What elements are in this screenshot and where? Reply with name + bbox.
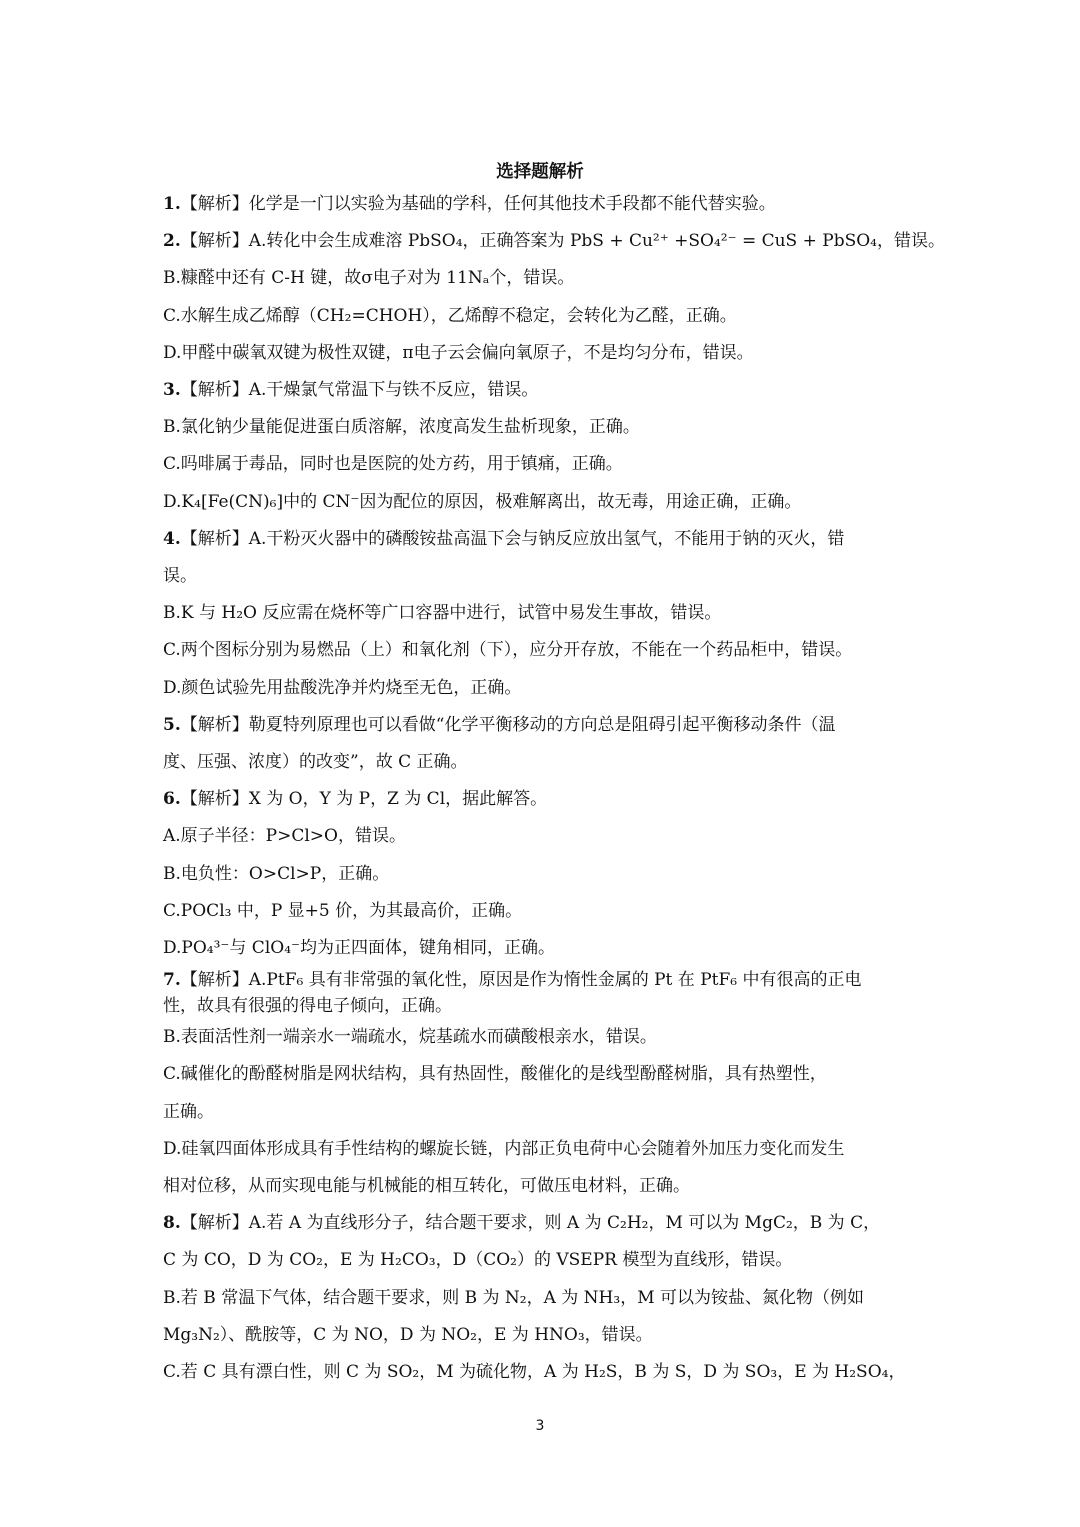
text-line: 6.【解析】X 为 O，Y 为 P，Z 为 Cl，据此解答。 <box>163 789 548 810</box>
text-line: B.若 B 常温下气体，结合题干要求，则 B 为 N₂，A 为 NH₃，M 可以为铵盐、氮化物（例如 <box>163 1287 864 1308</box>
text-line: D.PO₄³⁻与 ClO₄⁻均为正四面体，键角相同，正确。 <box>163 938 555 959</box>
text-line: B.糠醛中还有 C-H 键，故σ电子对为 11Nₐ个，错误。 <box>163 268 575 289</box>
text-line: C.POCl₃ 中，P 显+5 价，为其最高价，正确。 <box>163 900 523 921</box>
text-line: Mg₃N₂）、酰胺等，C 为 NO，D 为 NO₂，E 为 HNO₃，错误。 <box>163 1324 653 1345</box>
text-line: 误。 <box>163 566 197 587</box>
text-line: 正确。 <box>163 1101 214 1122</box>
text-line: 4.【解析】A.干粉灭火器中的磷酸铵盐高温下会与钠反应放出氢气，不能用于钠的灭火，错 <box>163 528 845 549</box>
text-line: C.两个图标分别为易燃品（上）和氧化剂（下），应分开存放，不能在一个药品柜中，错误。 <box>163 640 853 661</box>
text-line: D.硅氧四面体形成具有手性结构的螺旋长链，内部正负电荷中心会随着外加压力变化而发生 <box>163 1138 845 1159</box>
text-line: C.碱催化的酚醛树脂是网状结构，具有热固性，酸催化的是线型酚醛树脂，具有热塑性， <box>163 1064 827 1085</box>
answer-body <box>163 186 945 1391</box>
text-line: 1.【解析】化学是一门以实验为基础的学科，任何其他技术手段都不能代替实验。 <box>163 194 776 214</box>
text-line: C.吗啡属于毒品，同时也是医院的处方药，用于镇痛，正确。 <box>163 454 623 475</box>
text-line: D.K₄[Fe(CN)₆]中的 CN⁻因为配位的原因，极难解离出，故无毒，用途正确，正确。 <box>163 491 802 512</box>
text-line: D.颜色试验先用盐酸洗净并灼烧至无色，正确。 <box>163 677 522 698</box>
text-line: B.K 与 H₂O 反应需在烧杯等广口容器中进行，试管中易发生事故，错误。 <box>163 603 722 624</box>
text-line: 5.【解析】勒夏特列原理也可以看做“化学平衡移动的方向总是阻碍引起平衡移动条件（温 <box>163 714 836 735</box>
text-line: B.表面活性剂一端亲水一端疏水，烷基疏水而磺酸根亲水，错误。 <box>163 1027 657 1048</box>
text-line: D.甲醛中碳氧双键为极性双键，π电子云会偏向氧原子，不是均匀分布，错误。 <box>163 342 754 363</box>
text-line: 8.【解析】A.若 A 为直线形分子，结合题干要求，则 A 为 C₂H₂，M 可以为 MgC₂，B 为 C， <box>163 1213 881 1234</box>
text-line: B.氯化钠少量能促进蛋白质溶解，浓度高发生盐析现象，正确。 <box>163 417 640 438</box>
text-line: C.水解生成乙烯醇（CH₂=CHOH），乙烯醇不稳定，会转化为乙醛，正确。 <box>163 305 737 326</box>
text-line: C.若 C 具有漂白性，则 C 为 SO₂，M 为硫化物，A 为 H₂S，B 为 S，D 为 SO₃，E 为 H₂SO₄， <box>163 1362 906 1383</box>
page-title: 选择题解析 <box>496 162 584 182</box>
text-line: A.原子半径：P>Cl>O，错误。 <box>163 826 406 847</box>
text-line: 度、压强、浓度）的改变”，故 C 正确。 <box>163 752 468 773</box>
text-line: 2.【解析】A.转化中会生成难溶 PbSO₄，正确答案为 PbS + Cu²⁺ +SO₄²⁻ = CuS + PbSO₄，错误。 <box>163 231 945 252</box>
text-line: 7.【解析】A.PtF₆ 具有非常强的氧化性，原因是作为惰性金属的 Pt 在 PtF₆ 中有很高的正电 <box>163 970 862 991</box>
text-line: 相对位移，从而实现电能与机械能的相互转化，可做压电材料，正确。 <box>163 1176 690 1197</box>
text-line: B.电负性：O>Cl>P，正确。 <box>163 863 390 884</box>
text-line: 性，故具有很强的得电子倾向，正确。 <box>163 996 452 1017</box>
text-line: C 为 CO，D 为 CO₂，E 为 H₂CO₃，D（CO₂）的 VSEPR 模型为直线形，错误。 <box>163 1250 793 1271</box>
text-line: 3.【解析】A.干燥氯气常温下与铁不反应，错误。 <box>163 380 539 401</box>
page-number: 3 <box>535 1418 545 1434</box>
